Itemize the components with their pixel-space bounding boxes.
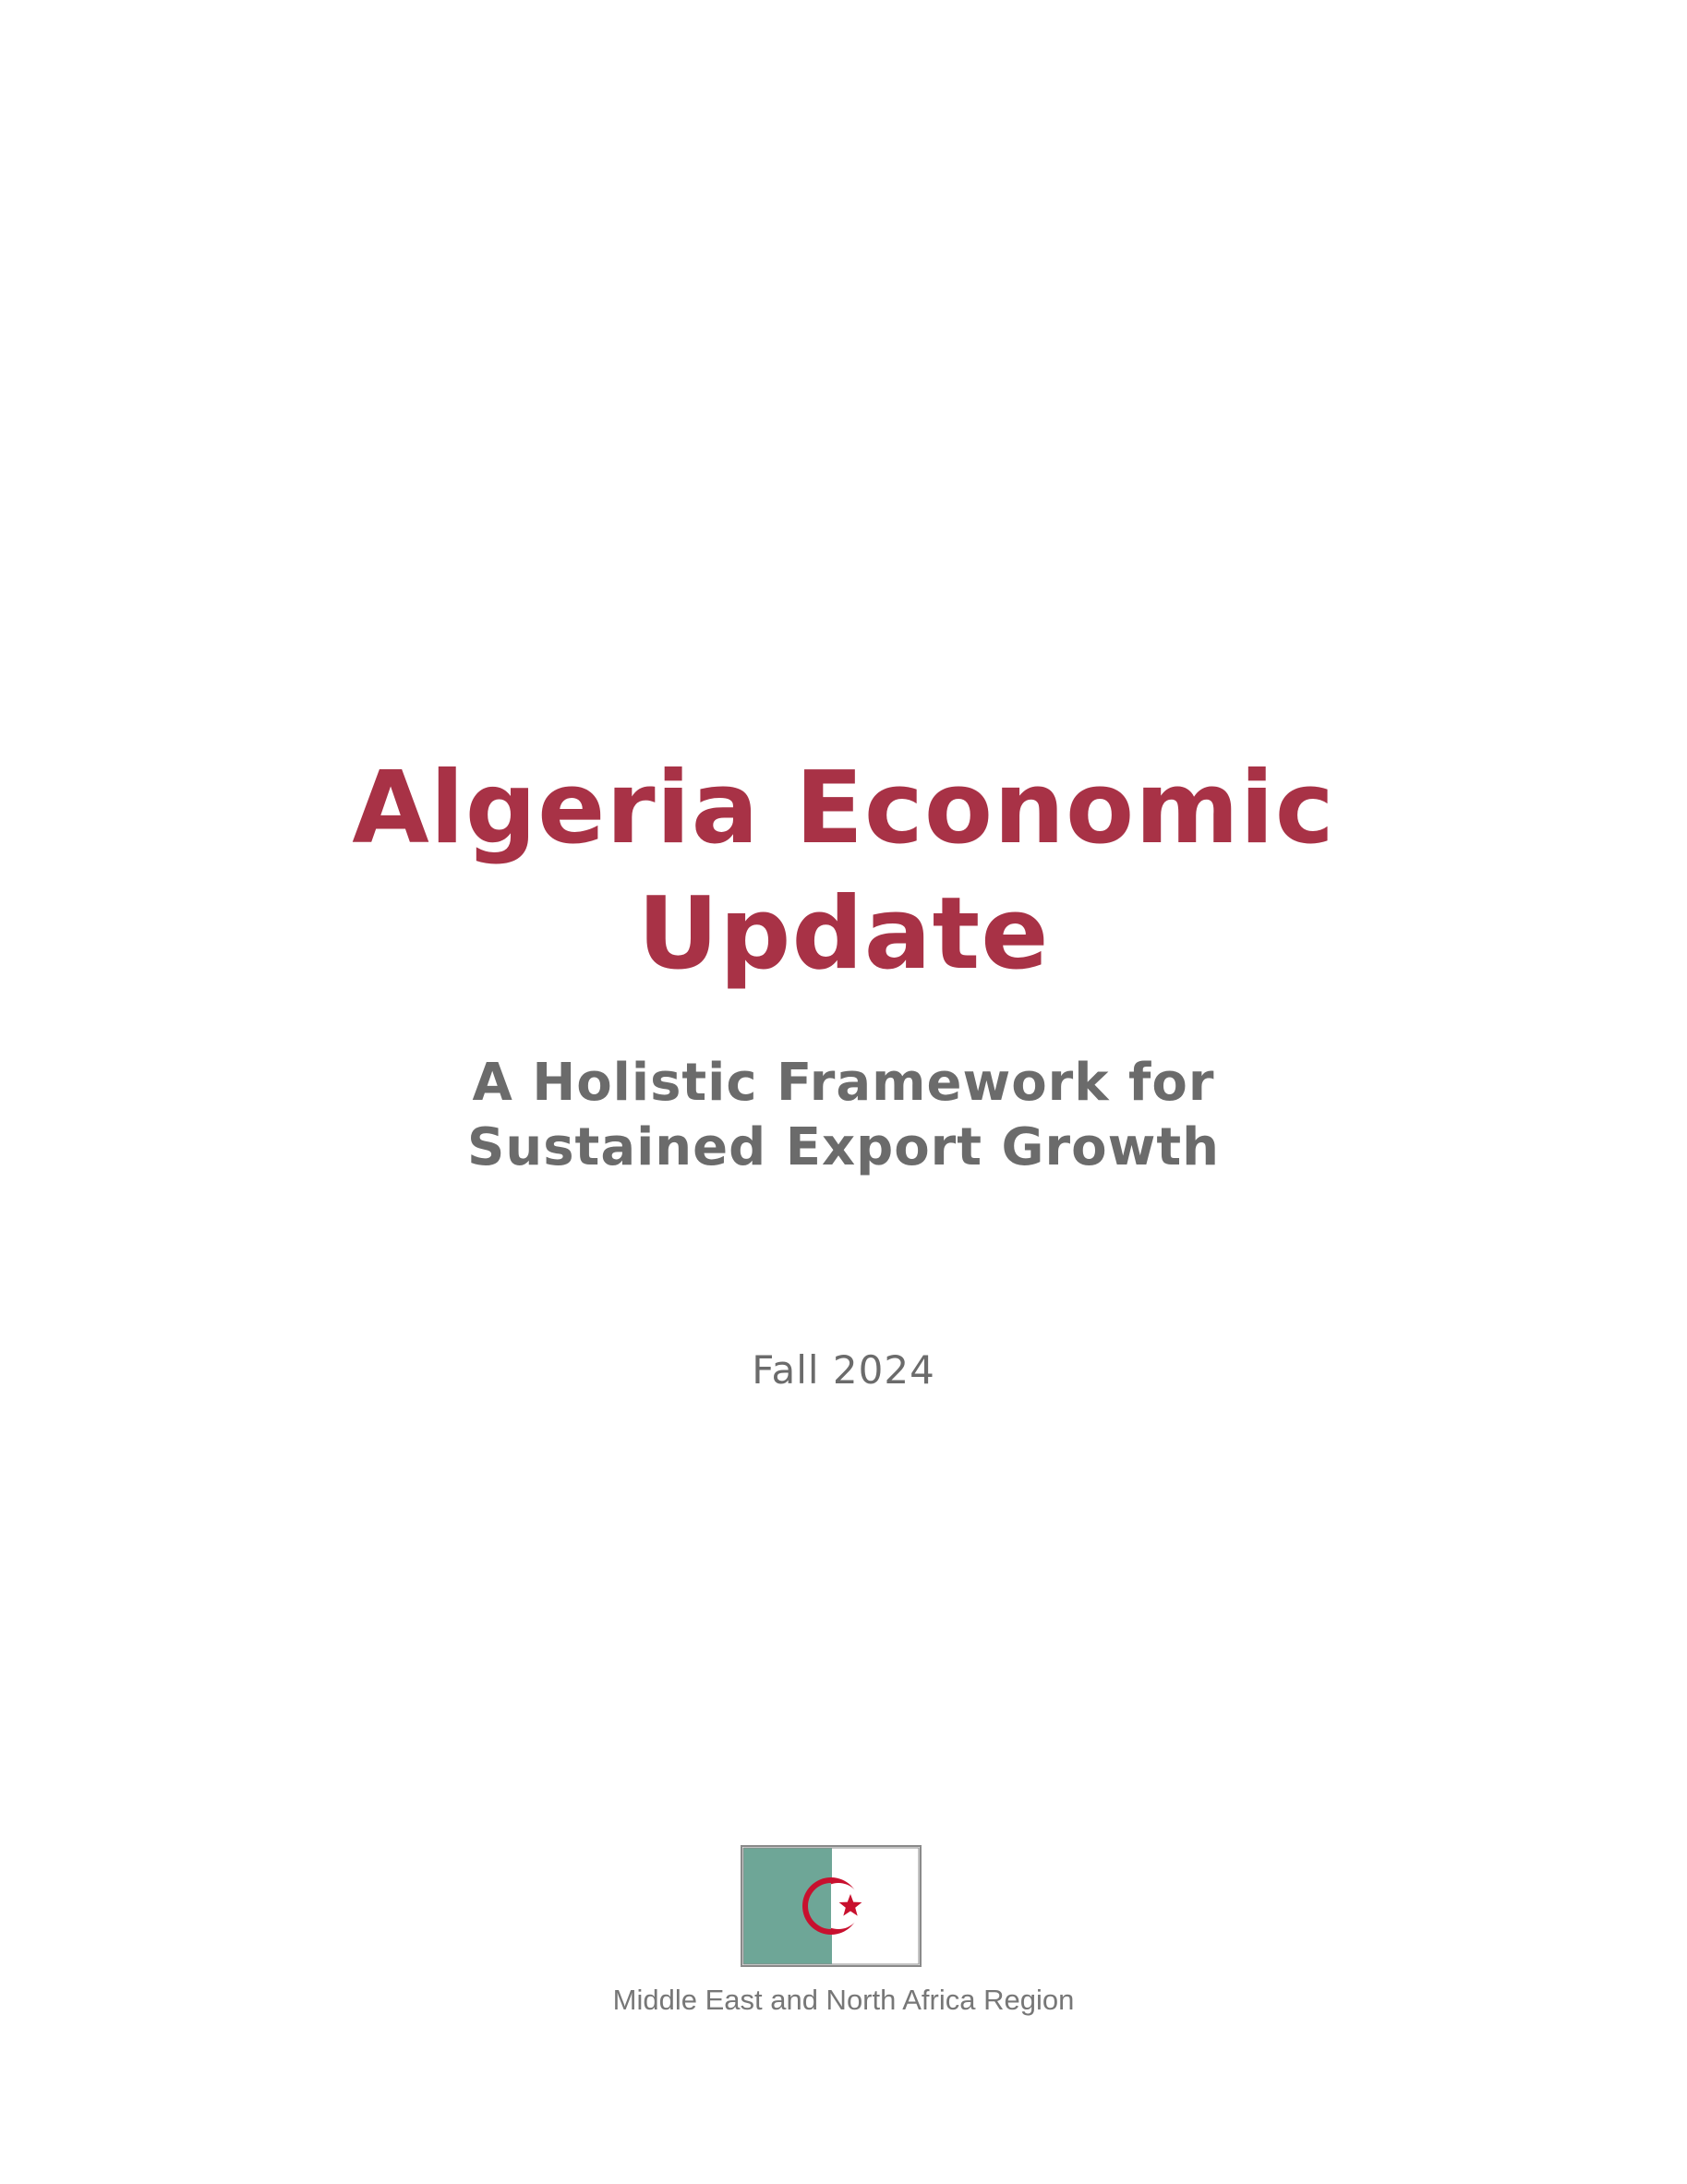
report-title-line-1: Algeria Economic [352,751,1335,866]
report-title-line-2: Update [637,876,1050,992]
report-subtitle-line-1: A Holistic Framework for [472,1053,1215,1113]
algeria-flag-icon [741,1845,922,1967]
report-subtitle-line-2: Sustained Export Growth [467,1117,1220,1177]
publication-date: Fall 2024 [752,1347,935,1393]
region-label: Middle East and North Africa Region [612,1984,1075,2016]
